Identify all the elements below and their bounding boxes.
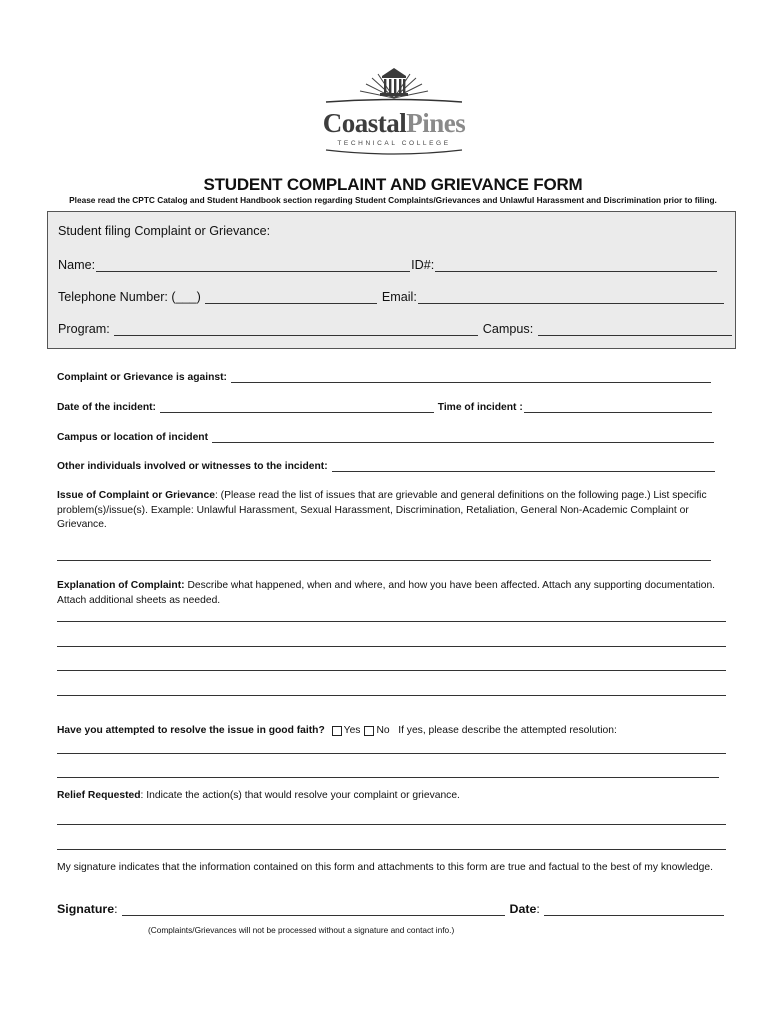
explanation-line[interactable] — [57, 695, 726, 696]
against-label: Complaint or Grievance is against: — [57, 372, 227, 383]
explanation-line[interactable] — [57, 621, 726, 622]
explanation-line[interactable] — [57, 646, 726, 647]
issue-paragraph: Issue of Complaint or Grievance: (Please read the list of issues that are grievable and general definitions on the following page.) List specific problem(s)/issue(s). Example: Unlawful Harassment, Sexual Harassment, Discrimination, Retaliation, General Non-Academic Complaint or Grievance. — [57, 490, 707, 530]
location-field[interactable] — [212, 432, 714, 443]
no-checkbox[interactable] — [364, 726, 374, 736]
signature-date-field[interactable] — [544, 905, 724, 916]
id-field[interactable] — [435, 261, 717, 272]
email-field[interactable] — [418, 293, 724, 304]
against-field[interactable] — [231, 372, 711, 383]
logo-wordmark: CoastalPines — [322, 108, 466, 138]
program-label: Program: — [58, 322, 110, 336]
witnesses-field[interactable] — [332, 461, 715, 472]
relief-paragraph: Relief Requested: Indicate the action(s) that would resolve your complaint or grievance. — [57, 790, 460, 801]
footnote: (Complaints/Grievances will not be processed without a signature and contact info.) — [148, 925, 455, 935]
explanation-paragraph: Explanation of Complaint: Describe what happened, when and where, and how you have been affected. Attach any supporting documentation. Attach additional sheets as needed. — [57, 580, 716, 606]
building-icon — [316, 64, 472, 112]
form-instruction: Please read the CPTC Catalog and Student Handbook section regarding Student Complaints/Grievances and Unlawful Harassment and Discrimination prior to filing. — [69, 195, 717, 205]
phone-area-code[interactable]: (___) — [171, 290, 201, 304]
resolution-line[interactable] — [57, 777, 719, 778]
phone-label: Telephone Number: — [58, 290, 168, 304]
logo-swoosh — [316, 148, 472, 160]
yes-checkbox[interactable] — [332, 726, 342, 736]
form-title: STUDENT COMPLAINT AND GRIEVANCE FORM — [203, 175, 583, 194]
student-box-heading: Student filing Complaint or Grievance: — [58, 224, 271, 238]
signature-field[interactable] — [122, 905, 505, 916]
relief-line[interactable] — [57, 849, 726, 850]
resolve-followup: If yes, please describe the attempted resolution: — [398, 725, 617, 736]
id-label: ID#: — [411, 258, 435, 272]
issue-answer-line[interactable] — [57, 560, 711, 561]
email-label: Email: — [381, 290, 417, 304]
resolution-line[interactable] — [57, 753, 726, 754]
signature-row: Signature : Date : — [57, 902, 725, 916]
time-label: Time of incident : — [437, 402, 523, 413]
time-field[interactable] — [524, 402, 712, 413]
certification-statement: My signature indicates that the information contained on this form and attachments to this form are true and factual to the best of my knowledge. — [57, 862, 713, 873]
student-info-box — [47, 211, 736, 349]
no-label: No — [376, 725, 390, 736]
phone-field[interactable] — [205, 293, 377, 304]
campus-label: Campus: — [482, 322, 534, 336]
name-label: Name: — [58, 258, 96, 272]
explanation-line[interactable] — [57, 670, 726, 671]
date-label: Date of the incident: — [57, 402, 156, 413]
location-label: Campus or location of incident — [57, 432, 209, 443]
witnesses-label: Other individuals involved or witnesses to the incident: — [57, 461, 328, 472]
program-field[interactable] — [114, 325, 478, 336]
name-field[interactable] — [96, 261, 410, 272]
resolve-question: Have you attempted to resolve the issue in good faith? — [57, 725, 325, 736]
resolve-question-row — [57, 725, 617, 736]
college-logo — [316, 64, 472, 160]
signature-label: Signature — [57, 902, 115, 916]
relief-line[interactable] — [57, 824, 726, 825]
campus-field[interactable] — [538, 325, 732, 336]
yes-label: Yes — [343, 725, 361, 736]
logo-subtitle: TECHNICAL COLLEGE — [337, 140, 451, 147]
date-signature-label: Date — [509, 902, 537, 916]
date-field[interactable] — [160, 402, 434, 413]
